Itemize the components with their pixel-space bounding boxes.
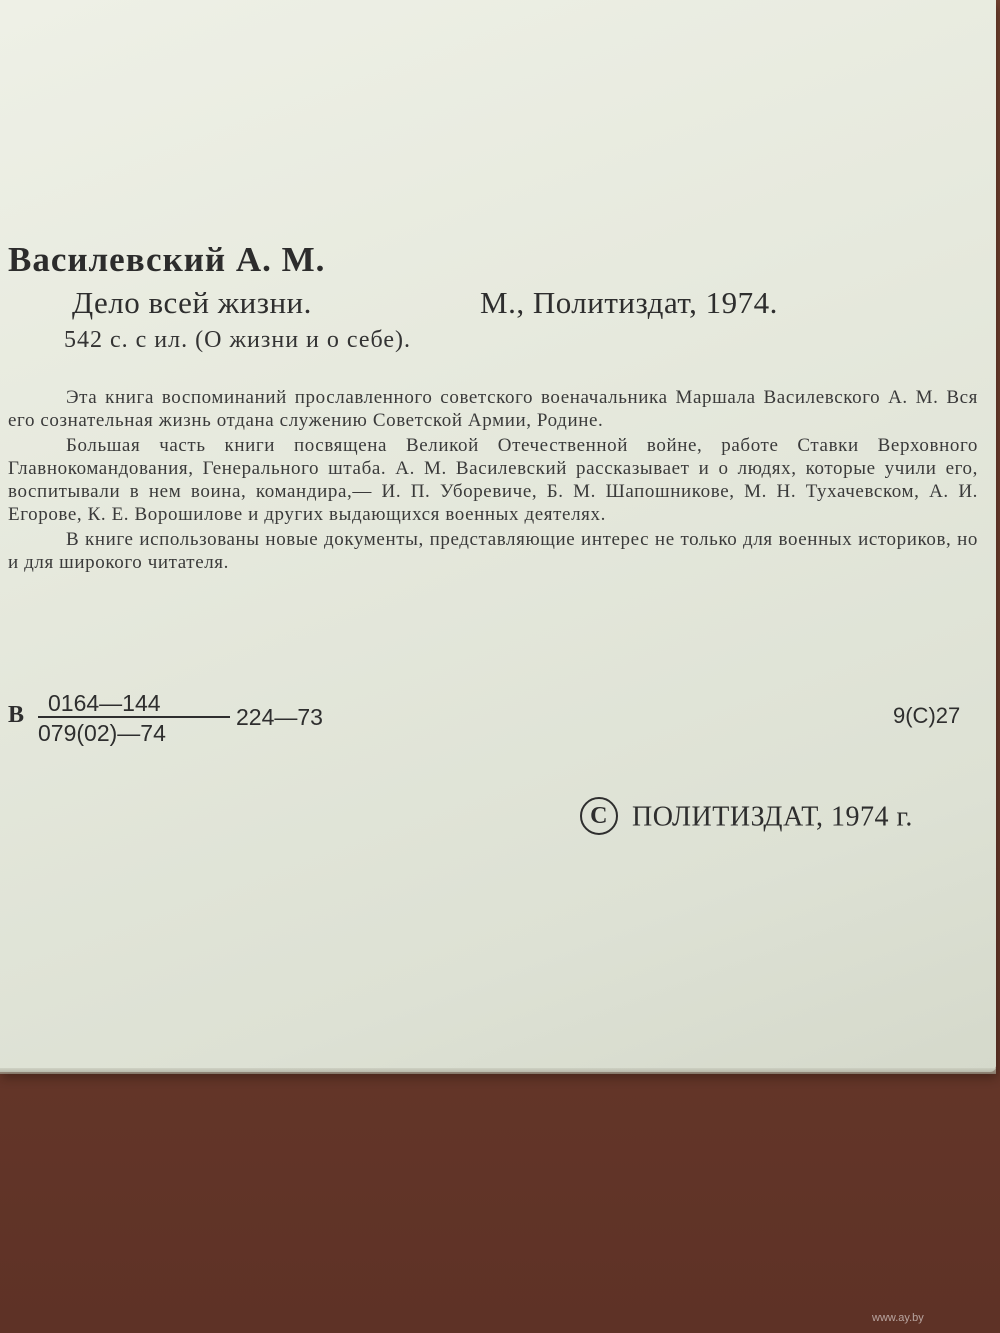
author-name: Василевский А. М. [8, 240, 326, 279]
index-fraction [38, 690, 228, 747]
fraction-bar [38, 716, 230, 718]
copyright-line [580, 800, 913, 838]
index-tail: 224—73 [236, 704, 323, 730]
watermark: www.ay.by [872, 1312, 924, 1324]
book-title: Дело всей жизни. [72, 285, 312, 320]
index-letter: В [8, 702, 25, 728]
publisher-line: М., Политиздат, 1974. [480, 285, 778, 320]
annotation-paragraph: Большая часть книги посвящена Великой Отечественной войне, работе Ставки Верховного Главнокомандования, Генерального штаба. А. М. Василевский рассказывает и о людях, которые учили его, воспитывали в нем воина, командира,— И. П. Уборевиче, Б. М. Шапошникове, М. Н. Тухачевском, А. И. Егорове, К. Е. Ворошилове и других выдающихся военных деятелях. [8, 435, 978, 525]
copyright-icon: C [580, 797, 618, 835]
annotation-paragraph: Эта книга воспоминаний прославленного советского военачальника Маршала Василевского А. М. Вся его сознательная жизнь отдана служению Советской Армии, Родине. [8, 387, 978, 431]
title-line [72, 285, 778, 321]
page-edge [0, 1068, 996, 1074]
index-numerator: 0164—144 [48, 690, 161, 716]
annotation [8, 386, 978, 574]
copyright-text: ПОЛИТИЗДАТ, 1974 г. [632, 801, 913, 833]
classification-code: 9(С)27 [893, 703, 961, 728]
pages-info: 542 с. с ил. (О жизни и о себе). [64, 327, 412, 353]
index-denominator: 079(02)—74 [38, 720, 166, 746]
annotation-paragraph: В книге использованы новые документы, представляющие интерес не только для военных историков, но и для широкого читателя. [8, 529, 978, 573]
